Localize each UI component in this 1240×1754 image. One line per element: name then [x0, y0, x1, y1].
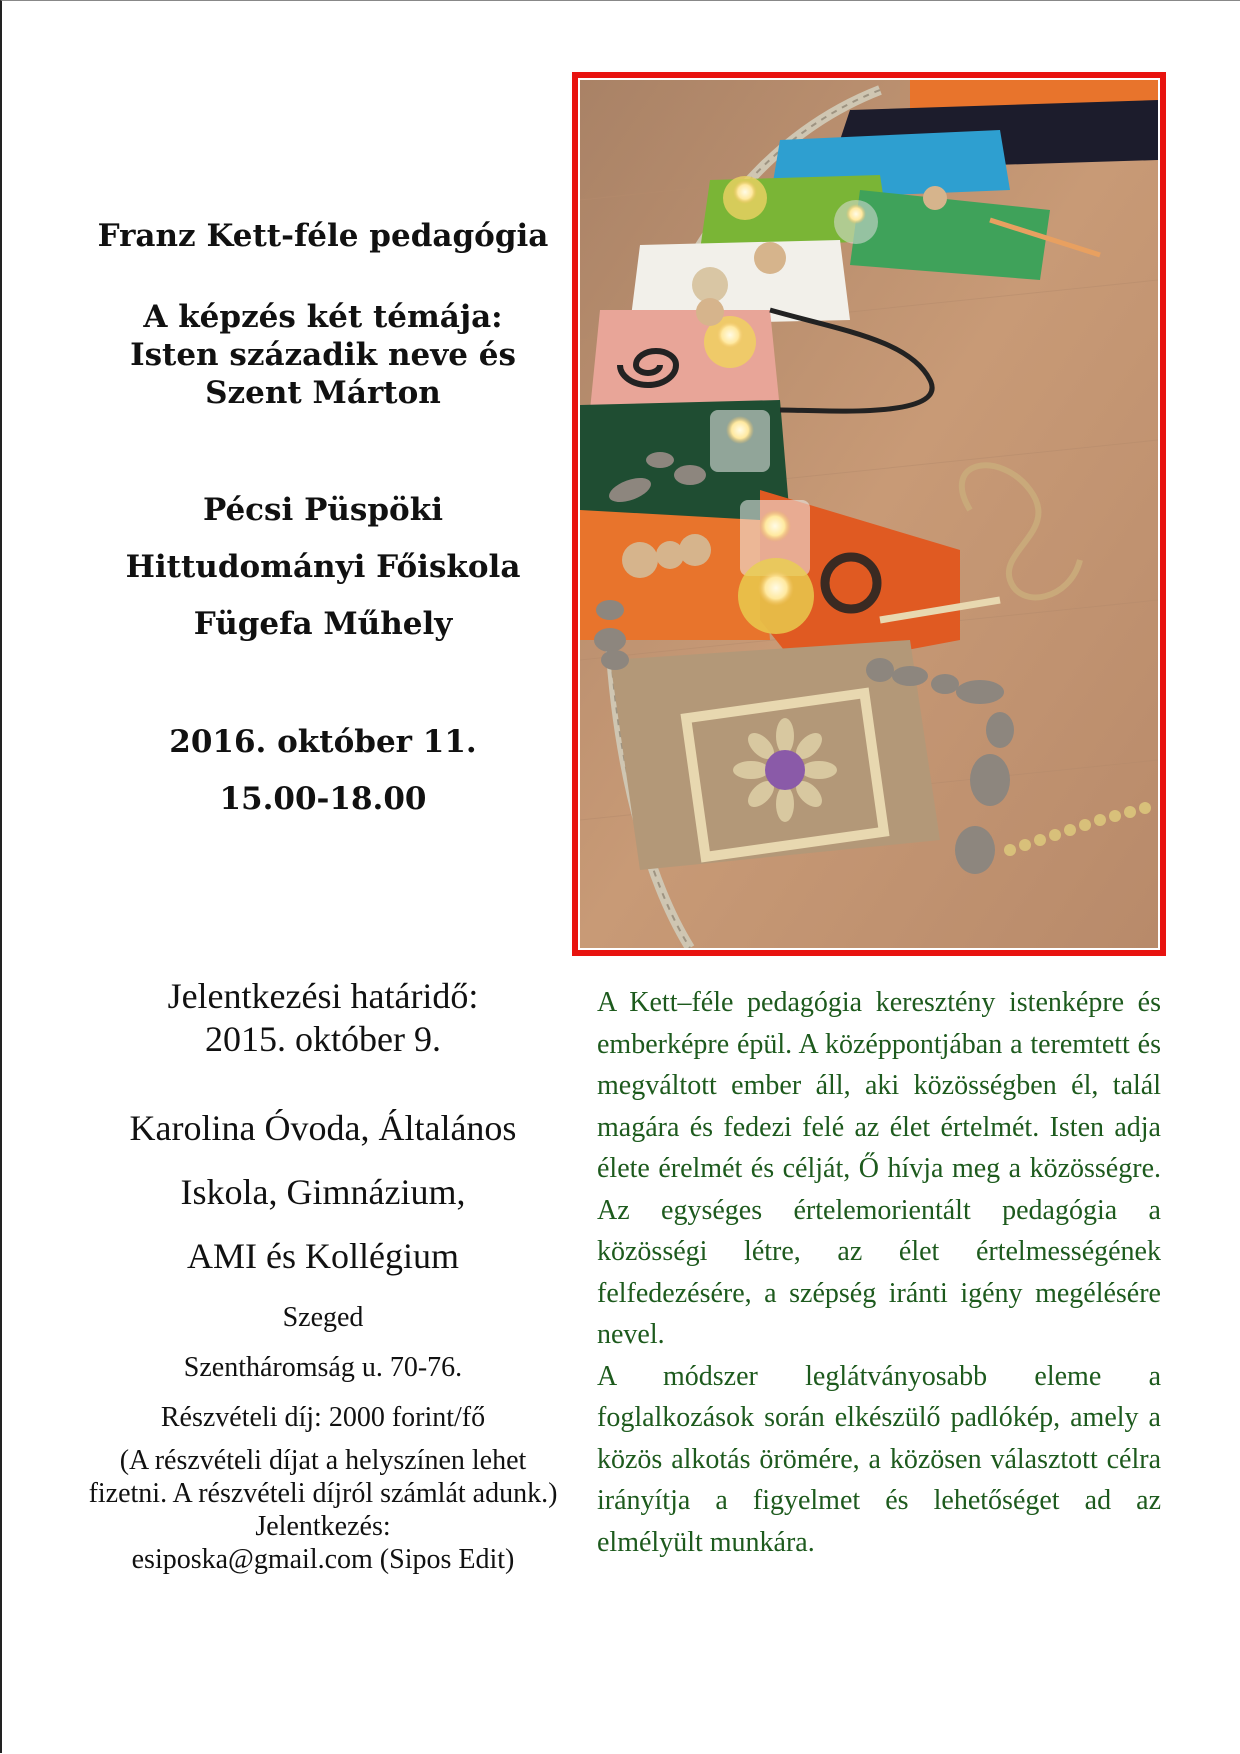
address-block — [78, 1293, 568, 1443]
deadline-label: Jelentkezési határidő: — [167, 976, 479, 1016]
topic-heading — [78, 298, 568, 412]
street-address: Szentháromság u. 70-76. — [183, 1352, 463, 1383]
venue-line-3: AMI és Kollégium — [187, 1236, 459, 1276]
description-paragraph-1: A Kett–féle pedagógia keresztény istenképre és emberképre épül. A középpontjában a teremtett és megváltott ember áll, aki közösségben él, talál magára és fedezi felé az élet értelmét. Isten adja élete érelmét és célját, Ő hívja meg a közösségre. Az egységes értelemorientált pedagógia a közösségi létre, az élet értelmességének felfedezésére, a szépség iránti igény megélésére nevel. — [597, 987, 1161, 1350]
venue-line-1: Karolina Óvoda, Általános — [129, 1108, 517, 1148]
organizer-block — [78, 482, 568, 653]
description-paragraph-2: A módszer leglátványosabb eleme a foglalkozások során elkészülő padlókép, amely a közös alkotás örömére, a közösen választott célra irányítja a figyelmet és lehetőséget ad az elmélyült munkára. — [597, 1360, 1161, 1558]
registration-label: Jelentkezés: — [255, 1511, 391, 1542]
payment-note: (A részvételi díjat a helyszínen lehet fizetni. A részvételi díjról számlát adunk.) — [88, 1445, 558, 1509]
registration-contact: esiposka@gmail.com (Sipos Edit) — [131, 1544, 515, 1575]
poster-title: Franz Kett-féle pedagógia — [97, 218, 549, 254]
topic-label: A képzés két témája: — [143, 299, 503, 335]
floor-image-photo — [572, 72, 1166, 956]
venue-block — [78, 1096, 568, 1288]
venue-line-2: Iskola, Gimnázium, — [180, 1172, 466, 1212]
organizer-line-2: Hittudományi Főiskola — [125, 549, 521, 585]
deadline-date: 2015. október 9. — [205, 1019, 441, 1059]
topic-names: Isten századik neve és Szent Márton — [130, 337, 516, 411]
organizer-line-1: Pécsi Püspöki — [202, 492, 443, 528]
payment-note-block — [78, 1444, 568, 1576]
event-time: 15.00-18.00 — [219, 781, 427, 817]
city: Szeged — [282, 1302, 364, 1333]
deadline-block — [78, 975, 568, 1061]
participation-fee: Részvételi díj: 2000 forint/fő — [160, 1402, 486, 1433]
event-datetime — [78, 714, 568, 828]
floor-image-illustration — [580, 80, 1158, 948]
pedagogy-description — [597, 982, 1161, 1563]
organizer-line-3: Fügefa Műhely — [193, 606, 453, 642]
event-date: 2016. október 11. — [169, 724, 477, 760]
